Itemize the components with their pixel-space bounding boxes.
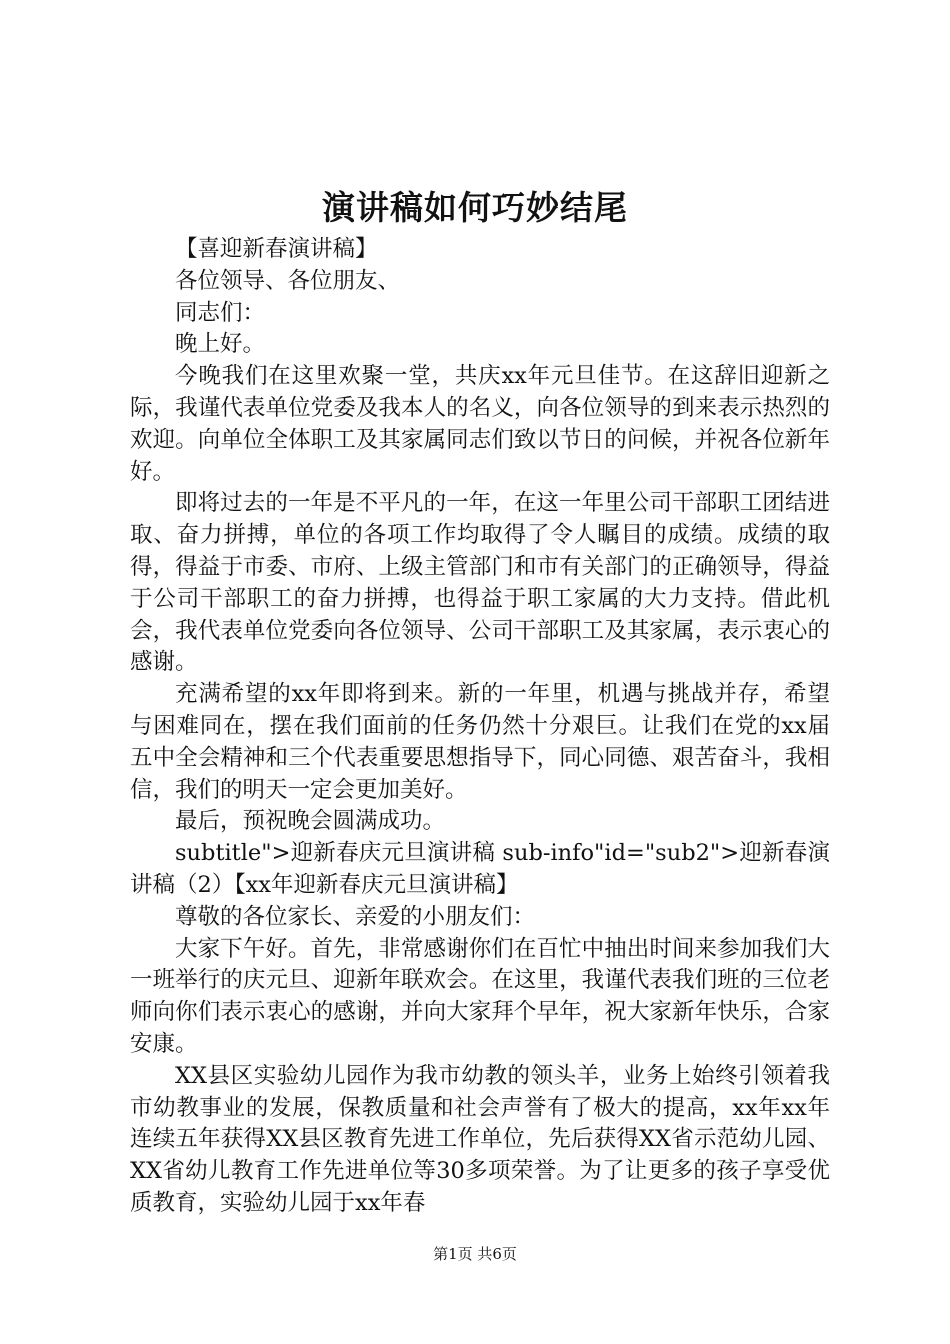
paragraph: 即将过去的一年是不平凡的一年，在这一年里公司干部职工团结进取、奋力拼搏，单位的各项工作均取得了令人瞩目的成绩。成绩的取得，得益于市委、市府、上级主管部门和市有关部门的正确领导，得益于公司干部职工的奋力拼搏，也得益于职工家属的大力支持。借此机会，我代表单位党委向各位领导、公司干部职工及其家属，表示衷心的感谢。 (130, 490, 830, 676)
paragraph: XX县区实验幼儿园作为我市幼教的领头羊，业务上始终引领着我市幼教事业的发展，保教质量和社会声誉有了极大的提高，xx年xx年连续五年获得XX县区教育先进工作单位，先后获得XX省示范幼儿园、XX省幼儿教育工作先进单位等30多项荣誉。为了让更多的孩子享受优质教育，实验幼儿园于xx年春 (130, 1062, 830, 1216)
document-title: 演讲稿如何巧妙结尾 (322, 188, 628, 227)
paragraph: 最后，预祝晚会圆满成功。 (175, 808, 446, 835)
paragraph: 【喜迎新春演讲稿】 (175, 236, 378, 262)
paragraph: subtitle">迎新春庆元旦演讲稿 sub-info"id="sub2">迎新春演讲稿（2）【xx年迎新春庆元旦演讲稿】 (130, 840, 830, 898)
paragraph: 各位领导、各位朋友、 (175, 267, 401, 294)
paragraph: 同志们： (175, 299, 266, 326)
paragraph: 尊敬的各位家长、亲爱的小朋友们： (175, 903, 536, 930)
paragraph: 大家下午好。首先，非常感谢你们在百忙中抽出时间来参加我们大一班举行的庆元旦、迎新年联欢会。在这里，我谨代表我们班的三位老师向你们表示衷心的感谢，并向大家拜个早年，祝大家新年快乐，合家安康。 (130, 935, 830, 1057)
paragraph: 今晚我们在这里欢聚一堂，共庆xx年元旦佳节。在这辞旧迎新之际，我谨代表单位党委及我本人的名义，向各位领导的到来表示热烈的欢迎。向单位全体职工及其家属同志们致以节日的问候，并祝各位新年好。 (130, 363, 830, 485)
document-body (130, 234, 830, 1220)
page-number: 第1页 共6页 (433, 1245, 517, 1263)
paragraph: 充满希望的xx年即将到来。新的一年里，机遇与挑战并存，希望与困难同在，摆在我们面前的任务仍然十分艰巨。让我们在党的xx届五中全会精神和三个代表重要思想指导下，同心同德、艰苦奋斗，我相信，我们的明天一定会更加美好。 (130, 681, 830, 803)
paragraph: 晚上好。 (175, 331, 266, 358)
